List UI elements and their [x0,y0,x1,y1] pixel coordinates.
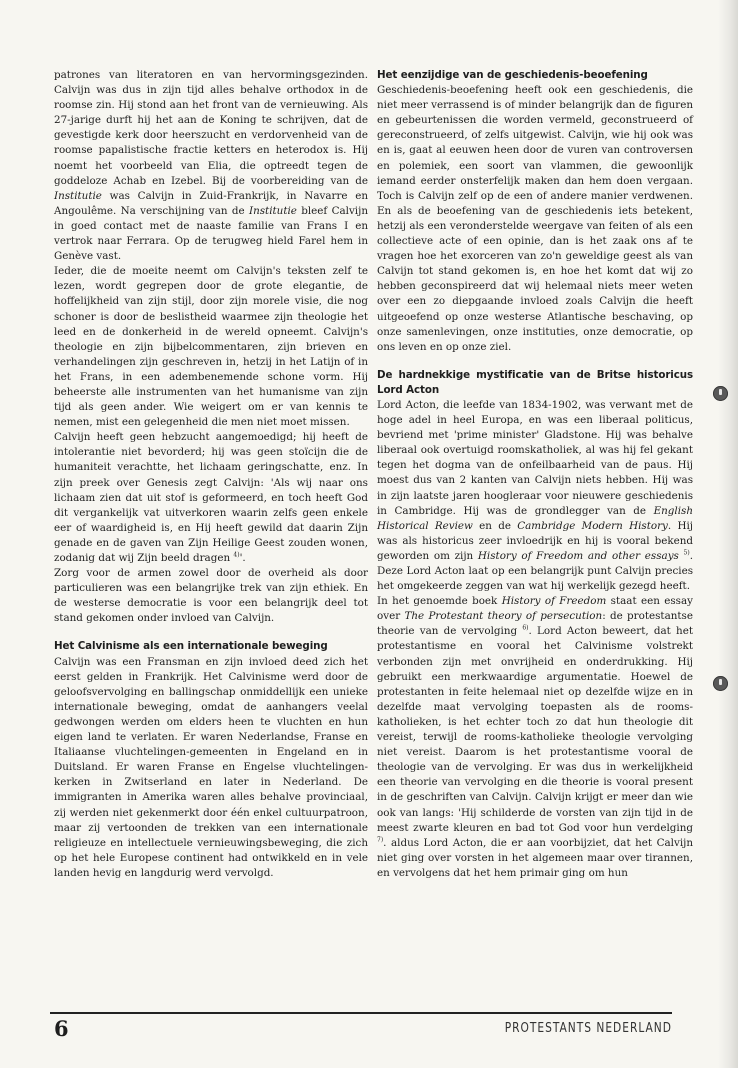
binder-hole-icon [713,676,728,691]
footer-rule [50,1012,672,1014]
page-number: 6 [54,1016,69,1041]
paragraph: Calvijn heeft geen hebzucht aangemoedigd; hij heeft de intolerantie niet bevorderd; hij was geen stoïcijn die de humaniteit verachtte, het lichaam geringschatte, enz. In zijn preek over Genesis zegt Calvijn: 'Als wij naar ons lichaam zien dat uit stof is geformeerd, en toch heeft God dit vergankelijk vat uitverkoren waarin zelfs geen enkele eer of waardigheid is, en Hij heeft gewild dat daarin Zijn genade en de gaven van Zijn Heilige Geest zouden wonen, zodanig dat wij Zijn beeld dragen $^{4)}$'. [54,431,368,564]
page-edge-shadow [718,0,738,1068]
paragraph: Zorg voor de armen zowel door de overheid als door particulieren was een belangrijke trek van zijn ethiek. En de westerse democratie is voor een belangrijk deel tot stand gekomen onder invloed van Calvijn. [54,567,368,625]
paragraph: patrones van literatoren en van hervormingsgezinden. Calvijn was dus in zijn tijd alles behalve orthodox in de roomse zin. Hij stond aan het front van de vernieuwing. Als 27-jarige durft hij het aan de Koning te schrijven, dat de gevestigde kerk door heerszucht en verdorvenheid van de roomse papalistische fractie ketters en heterodox is. Hij noemt het voorbeeld van Elia, die optreedt tegen de goddeloze Achab en Izebel. Bij de voorbereiding van de Institutie was Calvijn in Zuid-Frankrijk, in Navarre en Angoulême. Na verschijning van de Institutie bleef Calvijn in goed contact met de naaste familie van Frans I en vertrok naar Ferrara. Op de terugweg hield Farel hem in Genève vast. [54,69,368,263]
left-column [54,68,368,881]
paragraph: Calvijn was een Fransman en zijn invloed deed zich het eerst gelden in Frankrijk. Het Calvinisme werd door de geloofsvervolging en ballingschap onmiddellijk een unieke internationale beweging, omdat de aanhangers veelal gedwongen werden om elders heen te vluchten en hun eigen land te verlaten. Er waren Nederlandse, Franse en Italiaanse vluchtelingen-gemeenten in Engeland en in Duitsland. Er waren Franse en Engelse vluchtelingen-kerken in Zwitserland en later in Nederland. De immigranten in Amerika waren alles behalve provinciaal, zij werden niet gekenmerkt door één enkel cultuurpatroon, maar zij vertoonden de trekken van een internationale religieuze en intellectuele vernieuwingsbeweging, die zich op het hele Europese continent had ontwikkeld en in vele landen hevig en langdurig werd vervolgd. [54,655,368,879]
binder-hole-icon [713,386,728,401]
section-heading: Het Calvinisme als een internationale beweging [54,640,328,653]
journal-name: PROTESTANTS NEDERLAND [504,1021,672,1036]
footnote-ref: 5) [683,549,690,557]
footnote-ref: 6) [522,624,529,632]
section-heading: De hardnekkige mystificatie van de Britse historicus Lord Acton [377,368,693,396]
right-column [377,68,693,881]
paragraph: Ieder, die de moeite neemt om Calvijn's teksten zelf te lezen, wordt gegrepen door de grote elegantie, de hoffelijkheid van zijn stijl, door zijn morele visie, die nog schoner is door de beslistheid waarmee zijn theologie het leed en de donkerheid in de wereld opneemt. Calvijn's theologie en zijn bijbelcommentaren, zijn brieven en verhandelingen zijn geschreven in, hetzij in het Latijn of in het Frans, in een adembenemende schone vorm. Hij beheerste alle instrumenten van het humanisme van zijn tijd als geen ander. Wie weigert om er van kennis te nemen, mist een gelegenheid die men niet moet missen. [54,265,368,429]
paragraph: Geschiedenis-beoefening heeft ook een geschiedenis, die niet meer verrassend is of minder belangrijk dan de figuren en gebeurtenissen die worden vermeld, geconstrueerd of gereconstrueerd, of zelfs uitgewist. Calvijn, wie hij ook was en is, gaat al eeuwen heen door de vuren van controversen en polemiek, een soort van vlammen, die gewoonlijk iemand eerder onsterfelijk maken dan hem doen vergaan. Toch is Calvijn zelf op de een of andere manier verdwenen. En als de beoefening van de geschiedenis iets betekent, hetzij als een veronderstelde weergave van feiten of als een collectieve acte of een opinie, dan is het zaak ons af te vragen hoe het exorceren van zo'n geweldige geest als van Calvijn tot stand gekomen is, en hoe het komt dat wij zo hebben geconspireerd dat wij helemaal niets meer weten over een zo diepgaande invloed zoals Calvijn die heeft uitgeoefend op onze westerse Atlantische beschaving, op onze samenlevingen, onze instituties, onze democratie, op ons leven en op onze ziel. [377,84,693,353]
paragraph: In het genoemde boek History of Freedom staat een essay over The Protestant theory of persecution: de protestantse theorie van de vervolging $^{6)}$. Lord Acton beweert, dat het protestantisme en vooral het Calvinisme volstrekt verbonden zijn met onvrijheid en onderdrukking. Hij gebruikt een merkwaardige argumentatie. Hoewel de protestanten in feite helemaal niet op dezelfde wijze en in dezelfde maat vervolging toepasten als de rooms-katholieken, is het echter toch zo dat hun theologie dit vereist, terwijl de rooms-katholieke theologie vervolging niet vereist. Daarom is het protestantisme vooral de theologie van de vervolging. Er was dus in werkelijkheid een theorie van vervolging en die theorie is vooral present in de geschriften van Calvijn. Calvijn krijgt er meer dan wie ook van langs: 'Hij schilderde de vorsten van zijn tijd in de meest zwarte kleuren en bad tot God voor hun verdelging $^{7)}$. aldus Lord Acton, die er aan voorbijziet, dat het Calvijn niet ging over vorsten in het algemeen maar over tirannen, en vervolgens dat het hem primair ging om hun [377,595,693,879]
footnote-ref: 7) [377,836,384,844]
section-heading: Het eenzijdige van de geschiedenis-beoefening [377,69,648,81]
footnote-ref: 4) [233,551,240,559]
paragraph: Lord Acton, die leefde van 1834-1902, was verwant met de hoge adel in heel Europa, en was een liberaal politicus, bevriend met 'prime minister' Gladstone. Hij was behalve liberaal ook overtuigd roomskatholiek, al was hij fel gekant tegen het dogma van de onfeilbaarheid van de paus. Hij moest dus van 2 kanten van Calvijn niets hebben. Hij was in zijn laatste jaren hoogleraar voor nieuwere geschiedenis in Cambridge. Hij was de grondlegger van de English Historical Review en de Cambridge Modern History. Hij was als historicus zeer invloedrijk en hij is vooral bekend geworden om zijn History of Freedom and other essays $^{5)}$. Deze Lord Acton laat op een belangrijk punt Calvijn precies het omgekeerde zeggen van wat hij werkelijk gezegd heeft. [377,398,693,593]
